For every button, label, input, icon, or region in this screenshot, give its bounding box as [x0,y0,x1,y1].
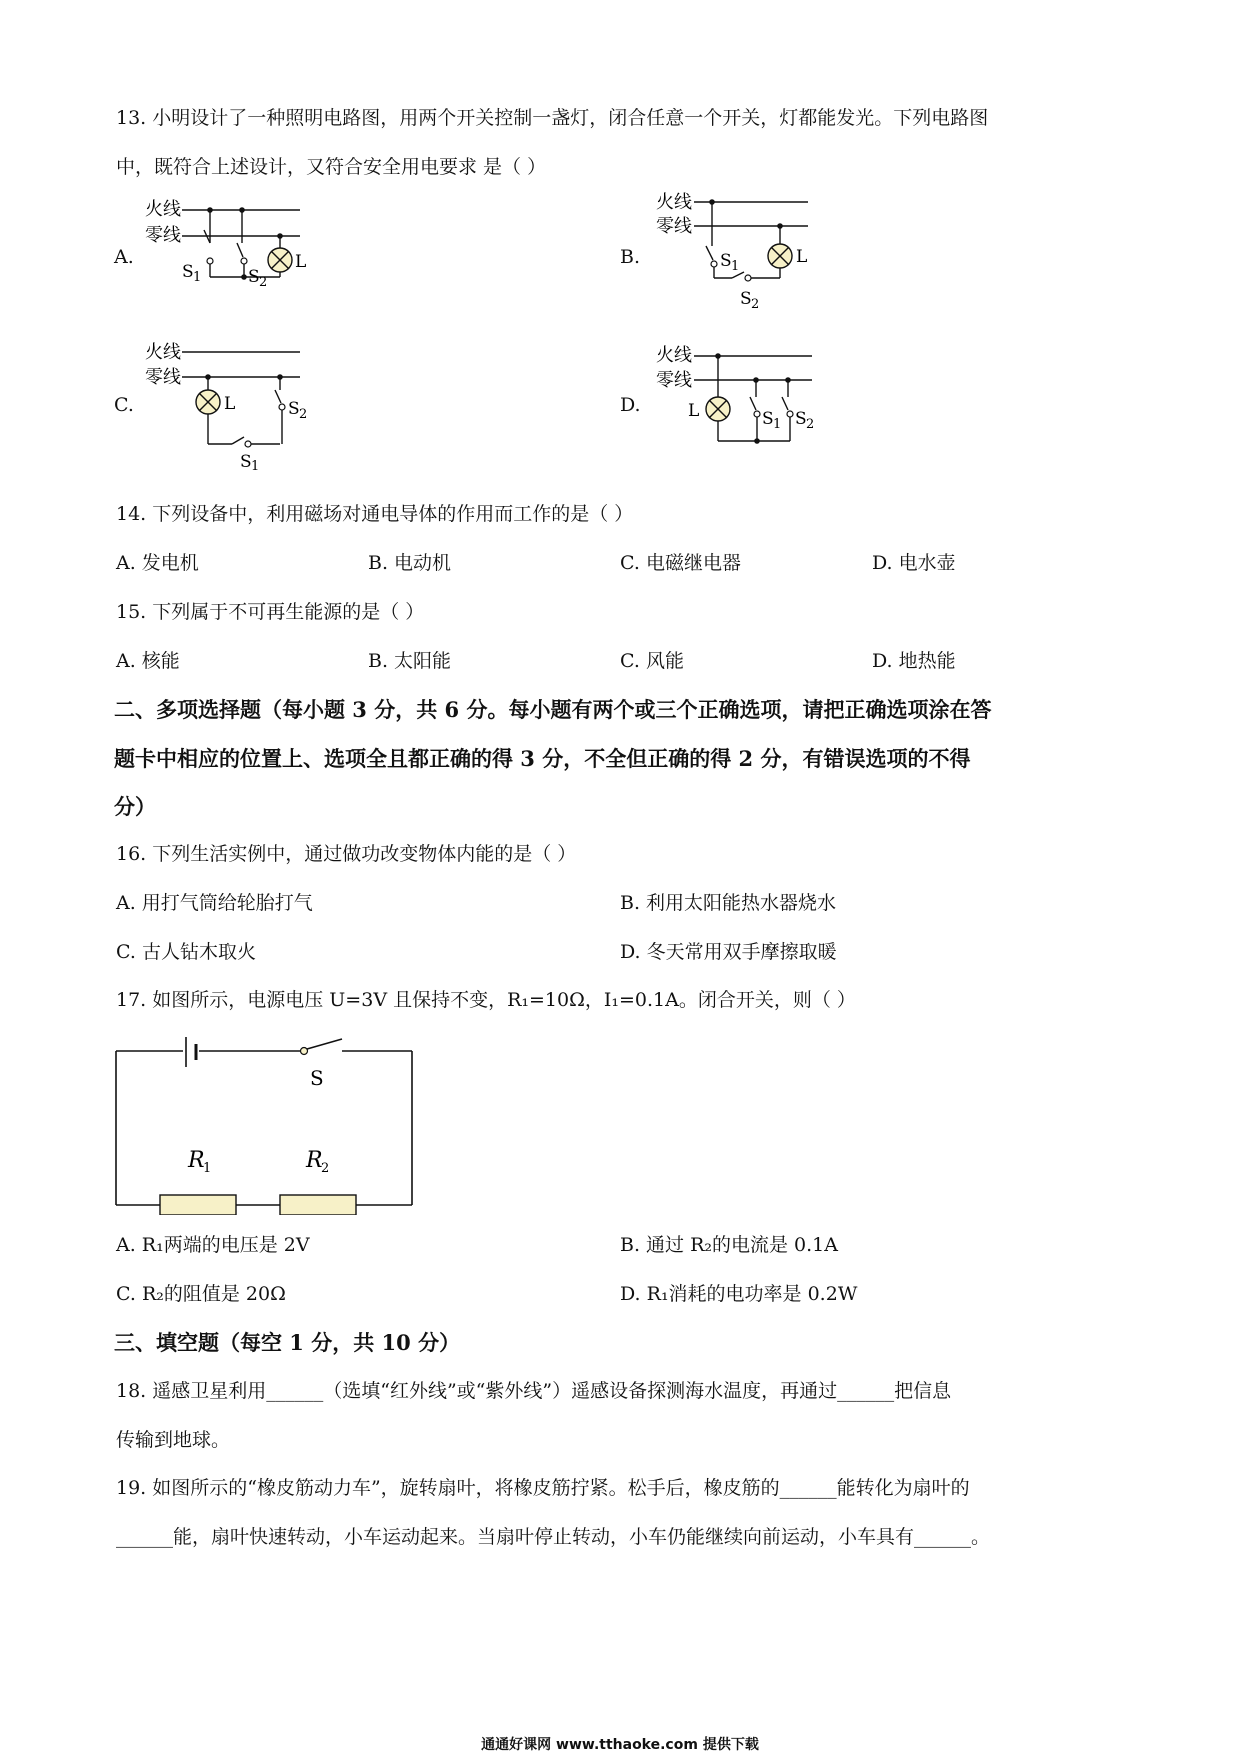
svg-text:S: S [762,409,774,429]
footer-watermark: 通通好课网 www.tthaoke.com 提供下载 [481,1737,759,1753]
live-wire-label: 火线 [656,192,692,213]
svg-text:R: R [306,1148,323,1173]
section-2-heading-line2: 题卡中相应的位置上、选项全且都正确的得 3 分，不全但正确的得 2 分，有错误选项的不得 [114,746,971,771]
q13-option-a-label: A. [114,246,134,268]
switch-icon [301,1048,308,1055]
svg-text:1: 1 [773,417,782,432]
q14-option-a[interactable]: A. 发电机 [116,552,199,574]
q13-circuit-d [650,345,830,465]
live-wire-label: 火线 [656,345,692,366]
q16-option-a[interactable]: A. 用打气筒给轮胎打气 [116,892,313,914]
q17-option-d[interactable]: D. R₁消耗的电功率是 0.2W [620,1283,858,1305]
q13-option-c-label: C. [114,394,134,416]
svg-text:S: S [288,399,300,419]
q14-option-b[interactable]: B. 电动机 [368,552,452,574]
svg-text:S: S [182,262,194,282]
q13-circuit-a [140,195,310,305]
neutral-wire-label: 零线 [145,367,181,388]
q16-option-d[interactable]: D. 冬天常用双手摩擦取暖 [620,941,837,963]
svg-text:S: S [248,267,260,287]
q13-circuit-b [650,190,840,325]
svg-text:L: L [295,252,307,272]
live-wire-label: 火线 [145,199,181,220]
svg-text:1: 1 [193,270,202,285]
q15-option-a[interactable]: A. 核能 [116,650,180,672]
q13-option-d-label: D. [620,394,641,416]
q14-option-c[interactable]: C. 电磁继电器 [620,552,741,574]
svg-text:1: 1 [731,259,740,274]
resistor-r2 [280,1195,356,1215]
q13-stem-line1: 13. 小明设计了一种照明电路图，用两个开关控制一盏灯，闭合任意一个开关，灯都能发光。下列电路图 [116,107,989,129]
neutral-wire-label: 零线 [656,370,692,391]
neutral-wire-label: 零线 [145,225,181,246]
q17-option-c[interactable]: C. R₂的阻值是 20Ω [116,1283,286,1305]
section-2-heading-line3: 分） [114,794,156,819]
q13-circuit-c [140,340,320,470]
live-wire-label: 火线 [145,342,181,363]
section-3-heading: 三、填空题（每空 1 分，共 10 分） [114,1330,461,1355]
svg-text:R: R [188,1148,205,1173]
svg-text:2: 2 [259,275,268,290]
svg-text:S: S [795,409,807,429]
q19-stem-line1: 19. 如图所示的“橡皮筋动力车”，旋转扇叶，将橡皮筋拧紧。松手后，橡皮筋的______能转化为扇叶的 [116,1477,970,1499]
section-2-heading-line1: 二、多项选择题（每小题 3 分，共 6 分。每小题有两个或三个正确选项，请把正确选项涂在答 [114,697,992,722]
svg-text:2: 2 [299,407,308,422]
svg-text:L: L [688,401,700,421]
q17-stem: 17. 如图所示，电源电压 U=3V 且保持不变，R₁=10Ω，I₁=0.1A。闭合开关，则（ ） [116,989,856,1011]
resistor-r1 [160,1195,236,1215]
q16-stem: 16. 下列生活实例中，通过做功改变物体内能的是（ ） [116,843,577,865]
svg-text:1: 1 [203,1161,212,1176]
q15-option-b[interactable]: B. 太阳能 [368,650,452,672]
q15-option-d[interactable]: D. 地热能 [872,650,956,672]
q13-option-b-label: B. [620,246,641,268]
svg-text:L: L [796,247,808,267]
svg-text:2: 2 [751,297,760,312]
svg-text:S: S [240,452,252,470]
svg-text:2: 2 [806,417,815,432]
neutral-wire-label: 零线 [656,216,692,237]
q14-option-d[interactable]: D. 电水壶 [872,552,956,574]
q13-stem-line2: 中，既符合上述设计，又符合安全用电要求 是（ ） [116,156,547,178]
q17-option-a[interactable]: A. R₁两端的电压是 2V [116,1234,310,1256]
q18-stem-line1: 18. 遥感卫星利用______（选填“红外线”或“紫外线”）遥感设备探测海水温度，再通过______把信息 [116,1380,952,1402]
q16-option-b[interactable]: B. 利用太阳能热水器烧水 [620,892,837,914]
q17-option-b[interactable]: B. 通过 R₂的电流是 0.1A [620,1234,838,1256]
svg-text:2: 2 [321,1161,330,1176]
svg-text:1: 1 [251,459,260,470]
svg-text:S: S [310,1066,324,1090]
q15-stem: 15. 下列属于不可再生能源的是（ ） [116,601,425,623]
q17-circuit [110,1035,430,1215]
q19-stem-line2: ______能，扇叶快速转动，小车运动起来。当扇叶停止转动，小车仍能继续向前运动，小车具有______。 [116,1526,991,1548]
q18-stem-line2: 传输到地球。 [116,1429,231,1451]
q15-option-c[interactable]: C. 风能 [620,650,684,672]
svg-text:S: S [720,251,732,271]
svg-text:L: L [224,394,236,414]
svg-text:S: S [740,289,752,309]
q14-stem: 14. 下列设备中，利用磁场对通电导体的作用而工作的是（ ） [116,503,634,525]
q16-option-c[interactable]: C. 古人钻木取火 [116,941,256,963]
